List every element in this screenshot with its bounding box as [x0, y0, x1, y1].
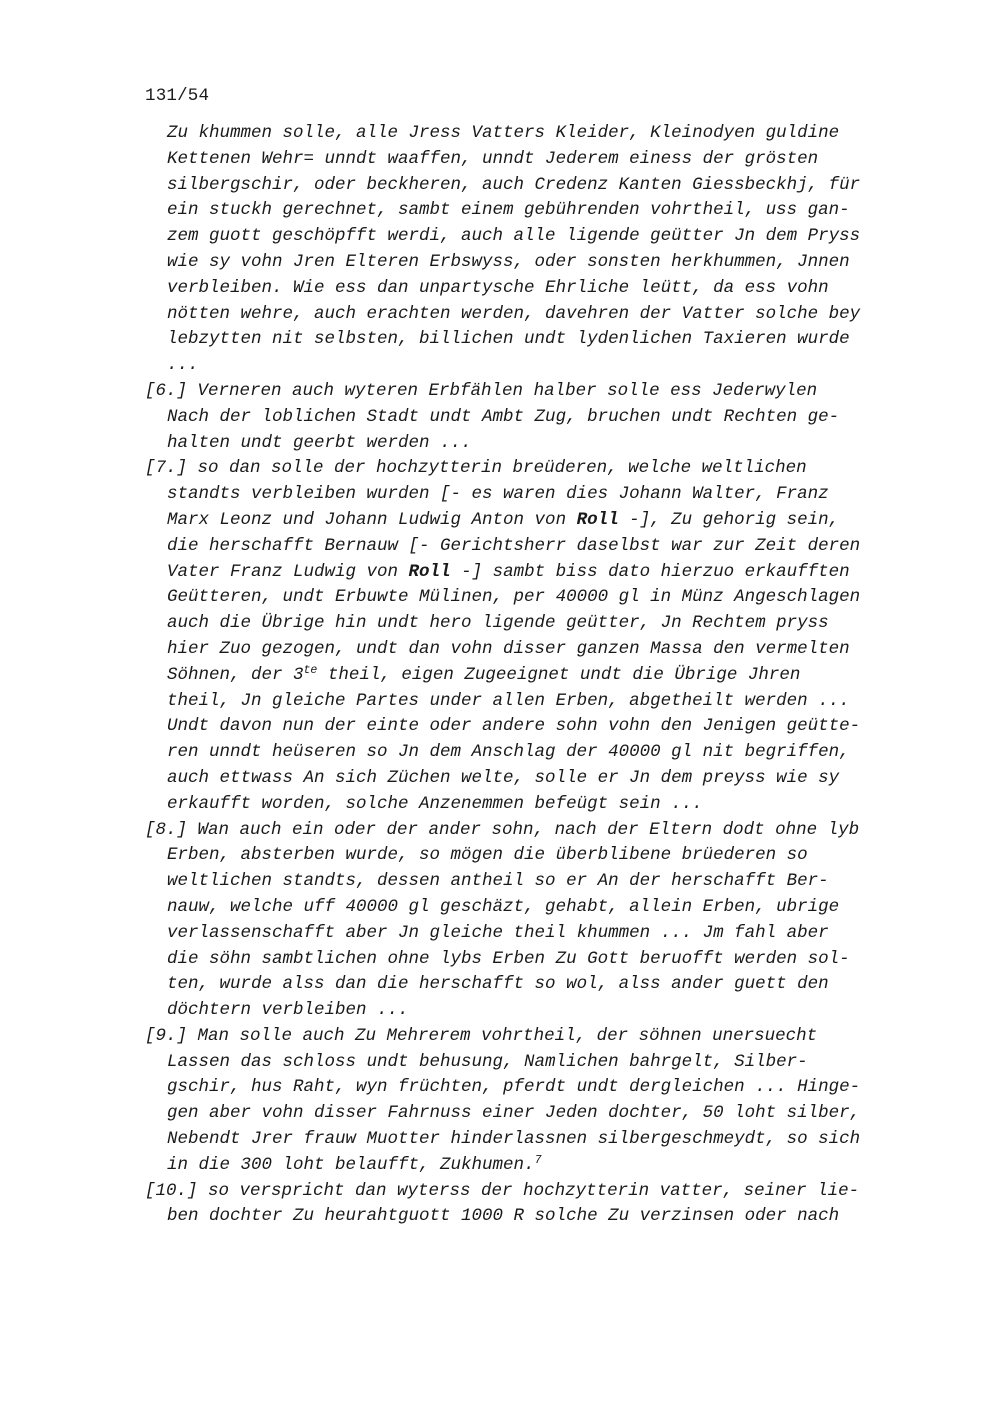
- text-line: [145, 1127, 915, 1153]
- text-line: [145, 456, 915, 482]
- line-text: ...: [167, 355, 199, 376]
- line-text: [9.] Man solle auch Zu Mehrerem vohrtheil, der söhnen unersuecht: [145, 1025, 818, 1046]
- line-text: -] sambt biss dato hierzuo erkaufften: [450, 561, 850, 582]
- transcription-body: [145, 121, 915, 1230]
- line-text: ein stuckh gerechnet, sambt einem gebührenden vohrtheil, uss gan-: [167, 200, 850, 221]
- text-line: [145, 998, 915, 1024]
- text-line: [145, 405, 915, 431]
- line-text: Vater Franz Ludwig von: [167, 561, 409, 582]
- line-text: Marx Leonz und Johann Ludwig Anton von: [167, 509, 577, 530]
- line-text: in die 300 loht belaufft, Zukhumen.: [167, 1154, 535, 1175]
- line-text: zem guott geschöpfft werdi, auch alle ligende geütter Jn dem Pryss: [167, 226, 861, 247]
- text-line: [145, 173, 915, 199]
- text-line: [145, 379, 915, 405]
- text-line: [145, 276, 915, 302]
- line-text: die herschafft Bernauw [- Gerichtsherr daselbst war zur Zeit deren: [167, 535, 861, 556]
- line-text: Nebendt Jrer frauw Muotter hinderlassnen silbergeschmeydt, so sich: [167, 1129, 861, 1150]
- line-text: Geütteren, undt Erbuwte Mülinen, per 40000 gl in Münz Angeschlagen: [167, 587, 861, 608]
- line-text: döchtern verbleiben ...: [167, 1000, 409, 1021]
- text-line: [145, 921, 915, 947]
- text-line: [145, 792, 915, 818]
- text-line: [145, 353, 915, 379]
- line-text: nötten wehre, auch erachten werden, davehren der Vatter solche bey: [167, 303, 861, 324]
- page-number: 131/54: [145, 86, 210, 106]
- text-line: [145, 947, 915, 973]
- text-line: [145, 611, 915, 637]
- text-line: [145, 843, 915, 869]
- line-text: -], Zu gehorig sein,: [618, 509, 840, 530]
- text-line: [145, 198, 915, 224]
- line-text: ren unndt heüseren so Jn dem Anschlag der 40000 gl nit begriffen,: [167, 742, 850, 763]
- line-text: silbergschir, oder beckheren, auch Credenz Kanten Giessbeckhj, für: [167, 174, 861, 195]
- line-text: weltlichen standts, dessen antheil so er An der herschafft Ber-: [167, 871, 829, 892]
- text-line: [145, 585, 915, 611]
- line-text: ten, wurde alss dan die herschafft so wol, alss ander guett den: [167, 974, 829, 995]
- line-text: gen aber vohn disser Fahrnuss einer Jeden dochter, 50 loht silber,: [167, 1103, 861, 1124]
- text-line: [145, 482, 915, 508]
- line-text: auch die Übrige hin undt hero ligende geütter, Jn Rechtem pryss: [167, 613, 829, 634]
- text-line: [145, 869, 915, 895]
- text-line: [145, 740, 915, 766]
- text-line: [145, 1075, 915, 1101]
- emphasized-name: Roll: [408, 561, 451, 582]
- text-line: [145, 534, 915, 560]
- line-text: verlassenschafft aber Jn gleiche theil khummen ... Jm fahl aber: [167, 922, 829, 943]
- text-line: [145, 818, 915, 844]
- superscript: te: [303, 663, 318, 677]
- line-text: auch ettwass An sich Züchen welte, solle er Jn dem preyss wie sy: [167, 767, 840, 788]
- text-line: [145, 689, 915, 715]
- text-line: [145, 1024, 915, 1050]
- text-line: [145, 663, 915, 689]
- text-line: [145, 714, 915, 740]
- text-line: [145, 895, 915, 921]
- line-text: [10.] so verspricht dan wyterss der hochzytterin vatter, seiner lie-: [145, 1180, 860, 1201]
- text-line: [145, 121, 915, 147]
- text-line: [145, 1179, 915, 1205]
- text-line: [145, 327, 915, 353]
- text-line: [145, 302, 915, 328]
- line-text: Kettenen Wehr= unndt waaffen, unndt Jederem einess der grösten: [167, 148, 819, 169]
- text-line: [145, 431, 915, 457]
- line-text: erkaufft worden, solche Anzenemmen befeügt sein ...: [167, 793, 703, 814]
- text-line: [145, 1204, 915, 1230]
- text-line: [145, 972, 915, 998]
- line-text: [6.] Verneren auch wyteren Erbfählen halber solle ess Jederwylen: [145, 380, 818, 401]
- line-text: nauw, welche uff 40000 gl geschäzt, gehabt, allein Erben, ubrige: [167, 896, 840, 917]
- superscript: 7: [534, 1153, 542, 1167]
- line-text: [8.] Wan auch ein oder der ander sohn, nach der Eltern dodt ohne lyb: [145, 819, 860, 840]
- text-line: [145, 1101, 915, 1127]
- emphasized-name: Roll: [576, 509, 619, 530]
- line-text: standts verbleiben wurden [- es waren dies Johann Walter, Franz: [167, 484, 829, 505]
- line-text: [7.] so dan solle der hochzytterin breüderen, welche weltlichen: [145, 458, 807, 479]
- text-line: [145, 250, 915, 276]
- line-text: theil, eigen Zugeeignet undt die Übrige Jhren: [317, 664, 801, 685]
- line-text: gschir, hus Raht, wyn früchten, pferdt undt dergleichen ... Hinge-: [167, 1077, 861, 1098]
- line-text: ben dochter Zu heurahtguott 1000 R solche Zu verzinsen oder nach: [167, 1206, 840, 1227]
- line-text: Undt davon nun der einte oder andere sohn vohn den Jenigen geütte-: [167, 716, 861, 737]
- text-line: [145, 766, 915, 792]
- text-line: [145, 224, 915, 250]
- line-text: hier Zuo gezogen, undt dan vohn disser ganzen Massa den vermelten: [167, 638, 850, 659]
- line-text: halten undt geerbt werden ...: [167, 432, 472, 453]
- line-text: theil, Jn gleiche Partes under allen Erben, abgetheilt werden ...: [167, 690, 850, 711]
- line-text: Zu khummen solle, alle Jress Vatters Kleider, Kleinodyen guldine: [167, 123, 840, 143]
- line-text: lebzytten nit selbsten, billichen undt lydenlichen Taxieren wurde: [167, 329, 850, 350]
- text-line: [145, 147, 915, 173]
- line-text: verbleiben. Wie ess dan unpartysche Ehrliche leütt, da ess vohn: [167, 277, 829, 298]
- text-line: [145, 508, 915, 534]
- line-text: Lassen das schloss undt behusung, Namlichen bahrgelt, Silber-: [167, 1051, 808, 1072]
- text-line: [145, 1050, 915, 1076]
- text-line: [145, 1153, 915, 1179]
- line-text: Nach der loblichen Stadt undt Ambt Zug, bruchen undt Rechten ge-: [167, 406, 840, 427]
- line-text: Erben, absterben wurde, so mögen die überblibene brüederen so: [167, 845, 808, 866]
- line-text: die söhn sambtlichen ohne lybs Erben Zu Gott beruofft werden sol-: [167, 948, 850, 969]
- line-text: wie sy vohn Jren Elteren Erbswyss, oder sonsten herkhummen, Jnnen: [167, 251, 850, 272]
- text-line: [145, 637, 915, 663]
- line-text: Söhnen, der 3: [167, 664, 304, 685]
- text-line: [145, 560, 915, 586]
